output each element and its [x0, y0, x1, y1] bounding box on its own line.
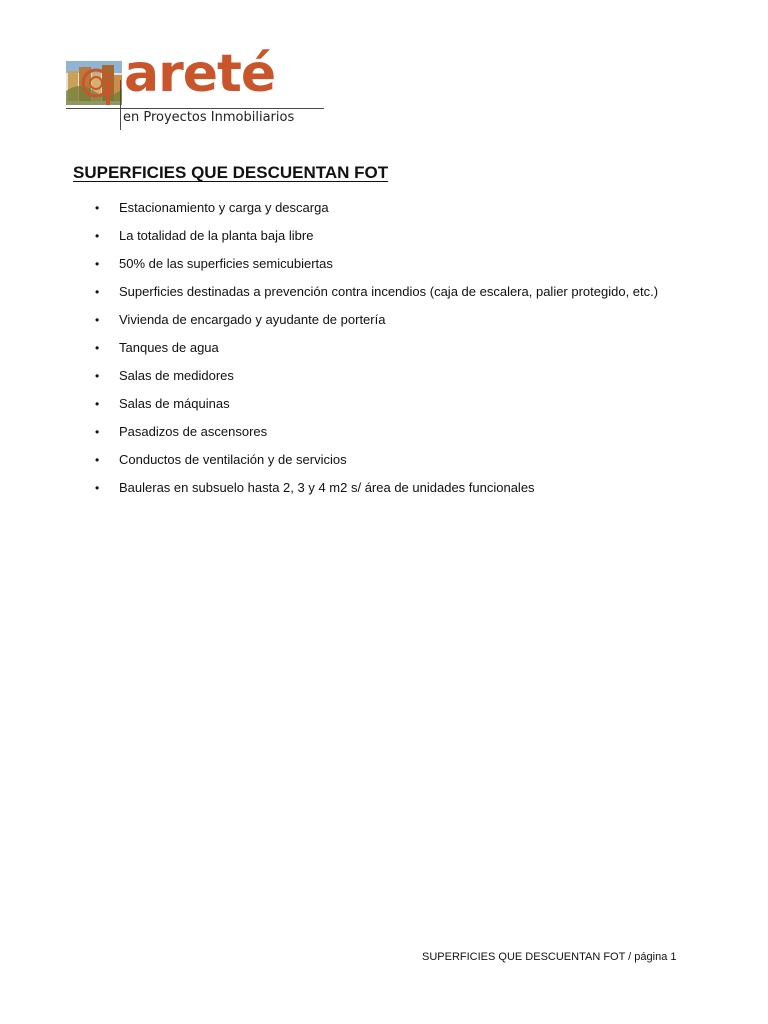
- list-item-text: Bauleras en subsuelo hasta 2, 3 y 4 m2 s/ área de unidades funcionales: [119, 480, 535, 495]
- page-footer: SUPERFICIES QUE DESCUENTAN FOT / página 1: [422, 951, 677, 963]
- list-item: [0, 310, 768, 338]
- list-item: [0, 394, 768, 422]
- company-logo: [64, 44, 326, 132]
- bullet-icon: •: [95, 481, 100, 495]
- list-item-text: La totalidad de la planta baja libre: [119, 228, 314, 243]
- surface-list: [0, 198, 768, 506]
- list-item: [0, 198, 768, 226]
- bullet-icon: •: [95, 313, 100, 327]
- logo-emblem-image: [66, 61, 122, 105]
- list-item: [0, 338, 768, 366]
- list-item: [0, 254, 768, 282]
- logo-divider-horizontal: [66, 108, 324, 109]
- bullet-icon: •: [95, 201, 100, 215]
- list-item: [0, 450, 768, 478]
- bullet-icon: •: [95, 425, 100, 439]
- bullet-icon: •: [95, 285, 100, 299]
- list-item-text: Tanques de agua: [119, 340, 219, 355]
- list-item-text: Pasadizos de ascensores: [119, 424, 268, 439]
- list-item-text: 50% de las superficies semicubiertas: [119, 256, 333, 271]
- list-item-text: Vivienda de encargado y ayudante de portería: [119, 312, 386, 327]
- list-item-text: Superficies destinadas a prevención contra incendios (caja de escalera, palier protegido, etc.): [119, 284, 659, 299]
- bullet-icon: •: [95, 341, 100, 355]
- list-item: [0, 366, 768, 394]
- logo-tagline: en Proyectos Inmobiliarios: [123, 110, 295, 125]
- logo-brand-name: areté: [124, 44, 276, 104]
- bullet-icon: •: [95, 453, 100, 467]
- list-item-text: Salas de máquinas: [119, 396, 230, 411]
- list-item: [0, 282, 768, 310]
- logo-divider-vertical: [120, 80, 121, 130]
- bullet-icon: •: [95, 257, 100, 271]
- list-item-text: Salas de medidores: [119, 368, 234, 383]
- list-item: [0, 422, 768, 450]
- list-item-text: Estacionamiento y carga y descarga: [119, 200, 329, 215]
- list-item: [0, 478, 768, 506]
- list-item: [0, 226, 768, 254]
- bullet-icon: •: [95, 397, 100, 411]
- bullet-icon: •: [95, 229, 100, 243]
- list-item-text: Conductos de ventilación y de servicios: [119, 452, 347, 467]
- document-title: SUPERFICIES QUE DESCUENTAN FOT: [73, 163, 389, 182]
- bullet-icon: •: [95, 369, 100, 383]
